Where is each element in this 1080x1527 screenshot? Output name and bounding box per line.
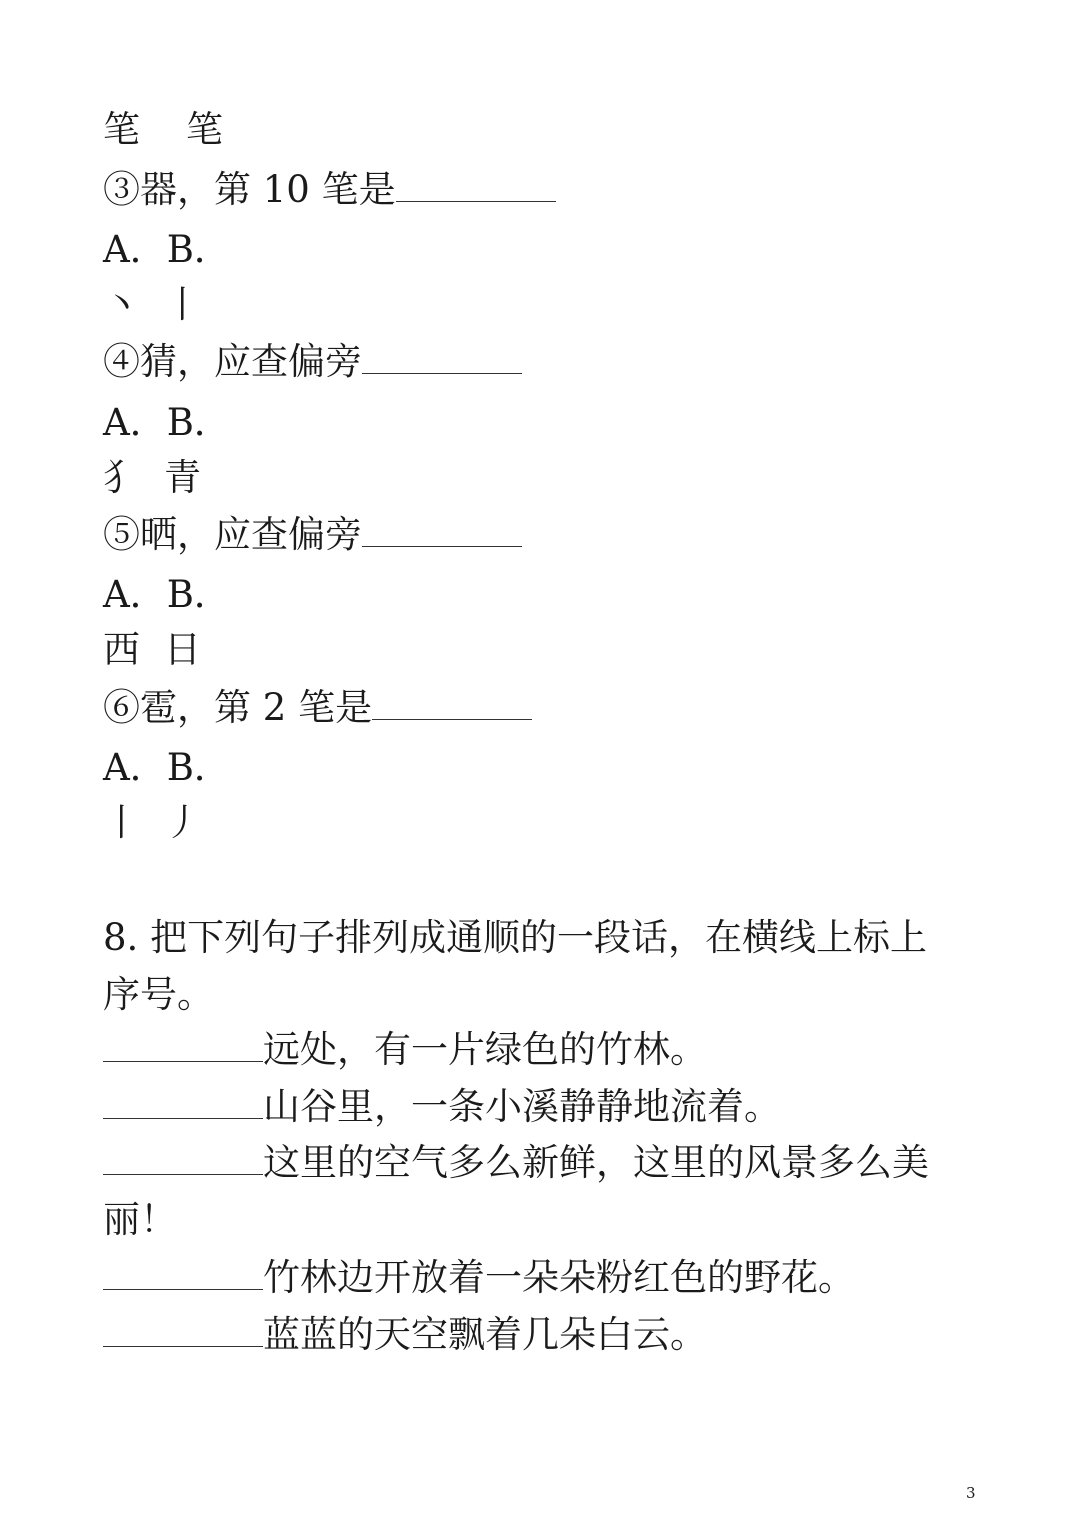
sentence-row [103,1138,929,1188]
order-blank[interactable] [103,1088,263,1119]
options-label: A．B． [103,401,231,444]
option-b: 丨 [164,283,201,326]
options-row [103,105,223,155]
page-number: 3 [966,1484,976,1502]
option-a: 犭 [103,456,140,499]
option-b: 笔 [186,108,223,151]
answer-blank[interactable] [362,343,522,374]
order-blank[interactable] [103,1259,263,1290]
item-label: ⑤晒，应查偏旁 [103,513,362,556]
question-8-title-cont: 序号。 [103,973,214,1016]
option-b: 青 [164,456,201,499]
order-blank[interactable] [103,1031,263,1062]
answer-blank[interactable] [372,689,532,720]
sentence-text-cont: 丽！ [103,1198,177,1241]
sentence-text: 竹林边开放着一朵朵粉红色的野花。 [263,1256,855,1299]
option-b: 日 [164,628,201,671]
order-blank[interactable] [103,1144,263,1175]
options-label: A．B． [103,228,231,271]
options-row [103,280,201,330]
sentence-text: 这里的空气多么新鲜，这里的风景多么美 [263,1141,929,1184]
option-a: 笔 [103,108,140,151]
answer-blank[interactable] [362,516,522,547]
sentence-row [103,1025,707,1075]
question-item-5 [103,510,522,560]
item-label: ③器，第 10 笔是 [103,168,396,211]
item-label: ⑥雹，第 2 笔是 [103,686,373,729]
options-row [103,453,201,503]
item-label: ④猜，应查偏旁 [103,340,362,383]
sentence-row [103,1082,781,1132]
sentence-text: 蓝蓝的天空飘着几朵白云。 [263,1313,707,1356]
answer-blank[interactable] [396,171,556,202]
question-item-3 [103,165,556,215]
order-blank[interactable] [103,1316,263,1347]
question-8-title: 8. 把下列句子排列成通顺的一段话，在横线上标上 [103,916,928,959]
option-a: 西 [103,628,140,671]
options-label: A．B． [103,746,231,789]
sentence-text: 远处，有一片绿色的竹林。 [263,1028,707,1071]
option-a: 丨 [103,801,140,844]
option-a: 丶 [103,283,140,326]
options-row [103,625,201,675]
options-row [103,798,201,848]
options-label: A．B． [103,573,231,616]
question-item-4 [103,337,522,387]
option-b: 丿 [164,801,201,844]
sentence-text: 山谷里，一条小溪静静地流着。 [263,1085,781,1128]
sentence-row [103,1310,707,1360]
question-item-6 [103,683,532,733]
sentence-row [103,1253,855,1303]
